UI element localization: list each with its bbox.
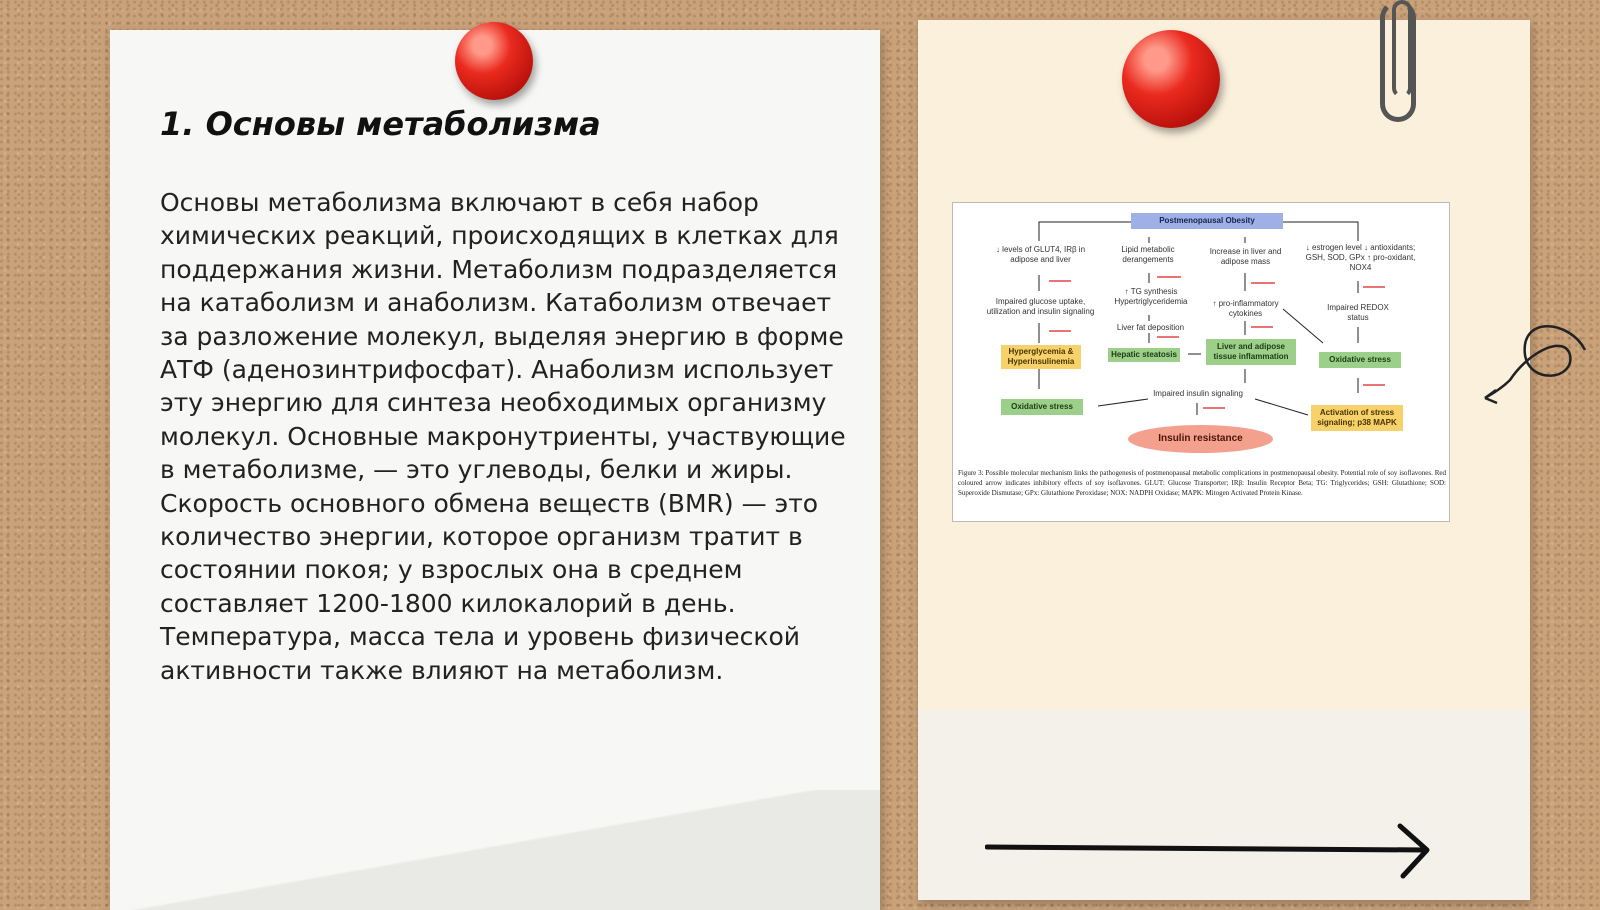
node-stress-signaling: Activation of stress signaling; p38 MAPK [1311,405,1403,431]
paperclip-icon [1380,0,1416,122]
node-oxidative-stress-left: Oxidative stress [1001,399,1083,415]
node-glut-levels: ↓ levels of GLUT4, IRβ in adipose and liver [995,245,1086,264]
node-hepatic-steatosis: Hepatic steatosis [1108,348,1180,362]
node-liver-adipose-mass: Increase in liver and adipose mass [1209,247,1282,266]
curly-arrow-icon [1480,310,1590,410]
slide-body-text: Основы метаболизма включают в себя набор химических реакций, происходящих в клетках для поддержания жизни. Метаболизм подразделяется на катаболизм и анаболизм. Катаболизм отвечает за разложение молекул, выделяя энергию в форме АТФ (аденозинтрифосфат). Анаболизм использует эту энергию для синтеза необходимых организму молекул. Основные макронутриенты, участвующие в метаболизме, — это углеводы, белки и жиры. Скорость основного обмена веществ (BMR) — это количество энергии, которое организм тратит в состоянии покоя; у взрослых она в среднем составляет 1200-1800 килокалорий в день. Температура, масса тела и уровень физической активности также влияют на метаболизм. [160,188,846,685]
torn-strip [110,790,880,910]
node-tg-synthesis: ↑ TG synthesis Hypertriglyceridemia [1114,287,1188,306]
node-glucose-uptake: Impaired glucose uptake, utilization and insulin signaling [986,297,1095,316]
node-insulin-resistance: Insulin resistance [1128,425,1273,453]
node-estrogen-level: ↓ estrogen level ↓ antioxidants; GSH, SOD, GPx ↑ pro-oxidant, NOX4 [1305,243,1416,272]
pushpin-icon [455,22,533,100]
node-insulin-signaling: Impaired insulin signaling [1153,389,1243,398]
pushpin-icon [1122,30,1220,128]
diagram-figure [952,202,1450,522]
node-tissue-inflammation: Liver and adipose tissue inflammation [1206,339,1296,365]
right-arrow-icon [985,822,1445,882]
node-redox-status: Impaired REDOX status [1327,303,1389,322]
node-postmenopausal-obesity: Postmenopausal Obesity [1131,213,1283,229]
node-liver-fat: Liver fat deposition [1116,323,1185,332]
slide-title: 1. Основы метаболизма [160,105,601,143]
figure-caption: Figure 3: Possible molecular mechanism links the pathogenesis of postmenopausal metabolic complications in postmenopausal obesity. Potential role of soy isoflavones. Red coloured arrow indicates inhibitory effects of soy isoflavones. GLUT: Glucose Transporter; IRβ: Insulin Receptor Beta; TG: Triglycerides; GSH: Glutathione; SOD: Superoxide Dismutase; GPx: Glutathione Peroxidase; NOX: NADPH Oxidase; MAPK: Mitogen Activated Protein Kinase. [958,469,1446,497]
node-oxidative-stress-right: Oxidative stress [1319,352,1401,368]
node-cytokines: ↑ pro-inflammatory cytokines [1212,299,1279,318]
node-lipid-derangements: Lipid metabolic derangements [1121,245,1175,264]
node-hyperglycemia: Hyperglycemia & Hyperinsulinemia [1001,345,1081,369]
